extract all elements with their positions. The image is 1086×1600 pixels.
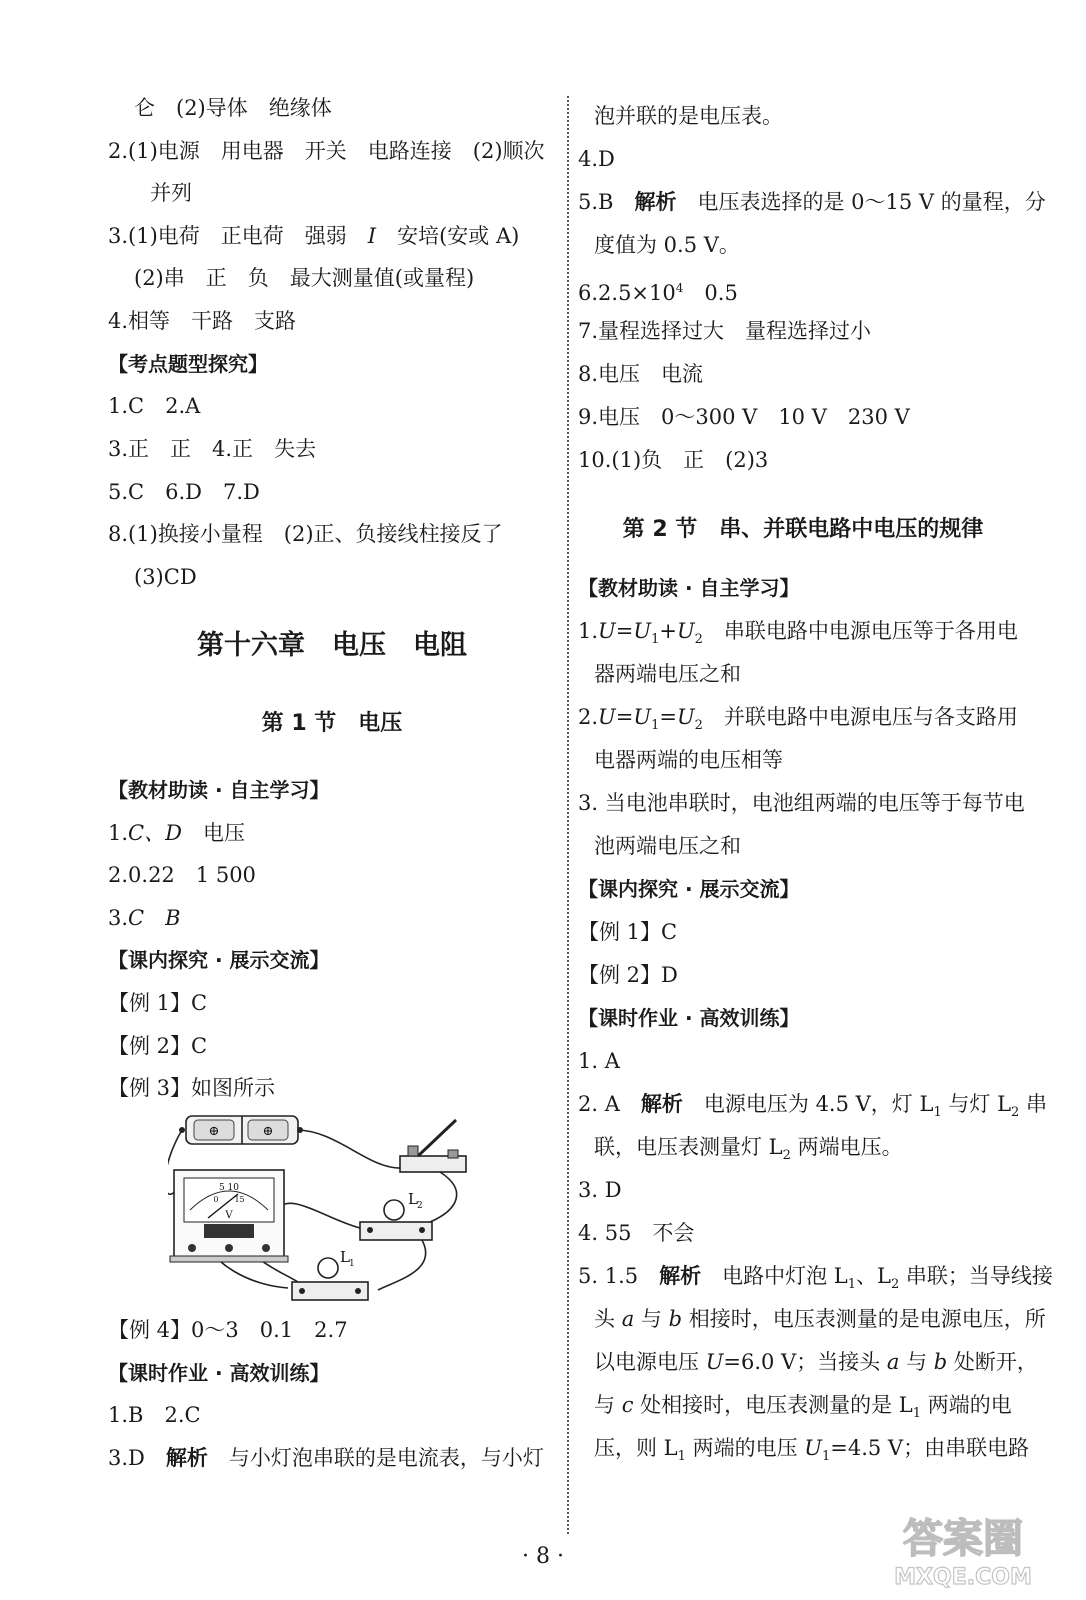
answer-line [594,1434,1029,1471]
answer-line: 池两端电压之和 [594,834,741,858]
symbol: U [804,1436,822,1460]
answer-line [578,1262,1053,1299]
text: 两端的电 [921,1393,1012,1417]
subscript: 2 [694,632,703,648]
answer-line [578,703,1018,740]
text: 5. 1.5 [578,1264,660,1288]
symbol: a [621,1307,635,1331]
section-heading: 【教材助读 · 自主学习】 [108,778,330,802]
answer-line: 3. 当电池串联时，电池组两端的电压等于每节电 [578,791,1025,815]
text: 两端电压。 [790,1135,903,1159]
answer-line: 泡并联的是电压表。 [594,104,783,128]
text: 以电源电压 [594,1350,706,1374]
section-heading: 【课时作业 · 高效训练】 [108,1361,330,1385]
answer-line: 2.(1)电源 用电器 开关 电路连接 (2)顺次 [108,139,545,163]
plus-sign: ⊕ [208,1124,220,1139]
subscript: 2 [694,718,703,734]
symbol: c [621,1393,634,1417]
lamp-label-sub: 2 [417,1201,423,1211]
subscript: 1 [933,1105,942,1121]
answer-line: 度值为 0.5 V。 [594,233,740,257]
answer-line [108,904,181,932]
text: 安培(安或 A) [376,224,520,248]
subscript: 1 [651,632,660,648]
subscript: 1 [651,718,660,734]
text: 处相接时，电压表测量的是 L [633,1393,913,1417]
answer-line: (3)CD [134,565,197,589]
battery [179,1116,303,1144]
answer-line: 10.(1)负 正 (2)3 [578,448,769,472]
subscript: 2 [782,1148,791,1164]
subscript: 1 [847,1277,857,1293]
text: 电路中灯泡 L [701,1264,848,1288]
text: 3.(1)电荷 正电荷 强弱 [108,224,368,248]
text: 1. [108,821,129,845]
analysis-label: 解析 [634,190,677,214]
text: 串联；当导线接 [899,1264,1053,1288]
symbol: a [886,1350,900,1374]
text: 0.5 [683,281,738,305]
text: 相接时，电压表测量的是电源电压，所 [682,1307,1046,1331]
answer-line [108,222,519,250]
section-heading: 【课内探究 · 展示交流】 [108,948,330,972]
answer-line: 【例 1】C [108,991,208,1015]
page-number: · 8 · [522,1544,564,1569]
answer-line: 3. D [578,1178,622,1202]
symbol: U [633,619,652,643]
answer-line: 4.相等 干路 支路 [108,309,297,333]
subscript: 2 [1011,1105,1020,1121]
answer-line: 【例 4】0～3 0.1 2.7 [108,1318,348,1342]
answer-line: 1.B 2.C [108,1403,201,1427]
text: 5.B [578,190,635,214]
section-title: 第 2 节 串、并联电路中电压的规律 [622,517,984,542]
plus-sign: ⊕ [262,1124,274,1139]
section-title: 第 1 节 电压 [261,711,403,736]
text: 与 [594,1393,622,1417]
wire [296,1130,403,1168]
text: =6.0 V；当接头 [723,1350,887,1374]
symbol: I [367,224,377,248]
symbol: U [676,619,695,643]
text: 处断开， [947,1350,1038,1374]
answer-line: 3.正 正 4.正 失去 [108,437,317,461]
analysis-label: 解析 [640,1092,683,1116]
symbol: U [705,1350,724,1374]
wire [278,1203,360,1228]
answer-line: 器两端电压之和 [594,662,741,686]
text: 电源电压为 4.5 V，灯 L [682,1092,934,1116]
answer-line: 7.量程选择过大 量程选择过小 [578,319,872,343]
chapter-title: 第十六章 电压 电阻 [197,630,467,661]
section-heading: 【考点题型探究】 [108,352,268,376]
answer-line [578,617,1018,654]
answer-line [108,819,245,847]
text: 2. A [578,1092,641,1116]
text: 电压表选择的是 0～15 V 的量程，分 [676,190,1046,214]
answer-line: 【例 1】C [578,920,678,944]
subscript: 1 [821,1449,831,1465]
text: 两端的电压 [685,1436,805,1460]
wire [378,1240,426,1290]
text: + [659,619,677,643]
section-heading: 【课时作业 · 高效训练】 [578,1006,800,1030]
answer-line [594,1305,1046,1333]
analysis-label: 解析 [165,1446,208,1470]
answer-line: 【例 2】D [578,963,678,987]
text: 压，则 L [594,1436,678,1460]
text: = [615,619,634,643]
answer-line: 1.C 2.A [108,394,201,418]
exponent: 4 [675,281,684,295]
text: 1. [578,619,599,643]
answer-line [578,188,1046,216]
answer-line: 4.D [578,147,615,171]
answer-line [594,1348,1038,1376]
lamp-l1 [292,1248,368,1300]
answer-line [578,1090,1047,1127]
wire [430,1172,457,1222]
answer-line [594,1133,903,1170]
symbol: U [676,705,695,729]
subscript: 1 [677,1449,686,1465]
lamp-label-sub: 1 [349,1259,355,1269]
answer-line: 【例 2】C [108,1034,208,1058]
answer-line: 【例 3】如图所示 [108,1076,276,1100]
watermark-url: MXQE.COM [894,1565,1032,1590]
symbol: U [633,705,652,729]
text: 、L [856,1264,891,1288]
lamp-l2 [360,1190,432,1240]
answer-line: 仑 (2)导体 绝缘体 [134,96,332,120]
answer-line [594,1391,1012,1428]
text: 3. [108,906,129,930]
answer-line: (2)串 正 负 最大测量值(或量程) [134,266,475,290]
switch [400,1120,466,1172]
text: 与小灯泡串联的是电流表，与小灯 [207,1446,544,1470]
text: =4.5 V；由串联电路 [830,1436,1030,1460]
lamp-label: L [408,1190,418,1208]
answer-line: 电器两端的电压相等 [594,748,783,772]
text: 6.2.5×10 [578,281,676,305]
text: = [659,705,677,729]
text: 与 [899,1350,934,1374]
symbol: C、D [128,821,182,845]
answer-line: 9.电压 0～300 V 10 V 230 V [578,405,910,429]
answer-line [108,1444,544,1472]
text: 3.D [108,1446,166,1470]
section-heading: 【课内探究 · 展示交流】 [578,877,800,901]
answer-line: 2.0.22 1 500 [108,863,256,887]
subscript: 2 [890,1277,900,1293]
symbol: U [598,619,616,643]
text: 与 [634,1307,669,1331]
subscript: 1 [912,1406,922,1422]
answer-line: 4. 55 不会 [578,1221,695,1245]
answer-line: 并列 [150,181,192,205]
symbol: b [933,1350,948,1374]
text: 电压 [181,821,245,845]
analysis-label: 解析 [659,1264,702,1288]
text: = [615,705,634,729]
answer-line: 1. A [578,1049,620,1073]
answer-line: 8.(1)换接小量程 (2)正、负接线柱接反了 [108,522,503,546]
text: 串联电路中电源电压等于各用电 [702,619,1018,643]
meter-symbol: V [225,1210,233,1221]
column-divider [567,96,569,1534]
watermark-text: 答案圈 [903,1516,1023,1562]
symbol: b [668,1307,683,1331]
watermark-logo [858,1508,1068,1590]
symbol: U [598,705,616,729]
answer-line [578,274,738,307]
section-heading: 【教材助读 · 自主学习】 [578,576,800,600]
answer-line: 8.电压 电流 [578,362,704,386]
symbol: C B [128,906,181,930]
text: 头 [594,1307,622,1331]
meter-scale: 5 10 [218,1183,240,1193]
answer-line: 5.C 6.D 7.D [108,480,260,504]
voltmeter [170,1170,288,1262]
lamp-label: L [340,1248,350,1266]
meter-scale-ends: 0 15 [213,1195,245,1204]
text: 并联电路中电源电压与各支路用 [702,705,1018,729]
circuit-diagram [168,1110,468,1310]
text: 串 [1019,1092,1047,1116]
text: 与灯 L [941,1092,1012,1116]
text: 联，电压表测量灯 L [594,1135,783,1159]
text: 2. [578,705,599,729]
